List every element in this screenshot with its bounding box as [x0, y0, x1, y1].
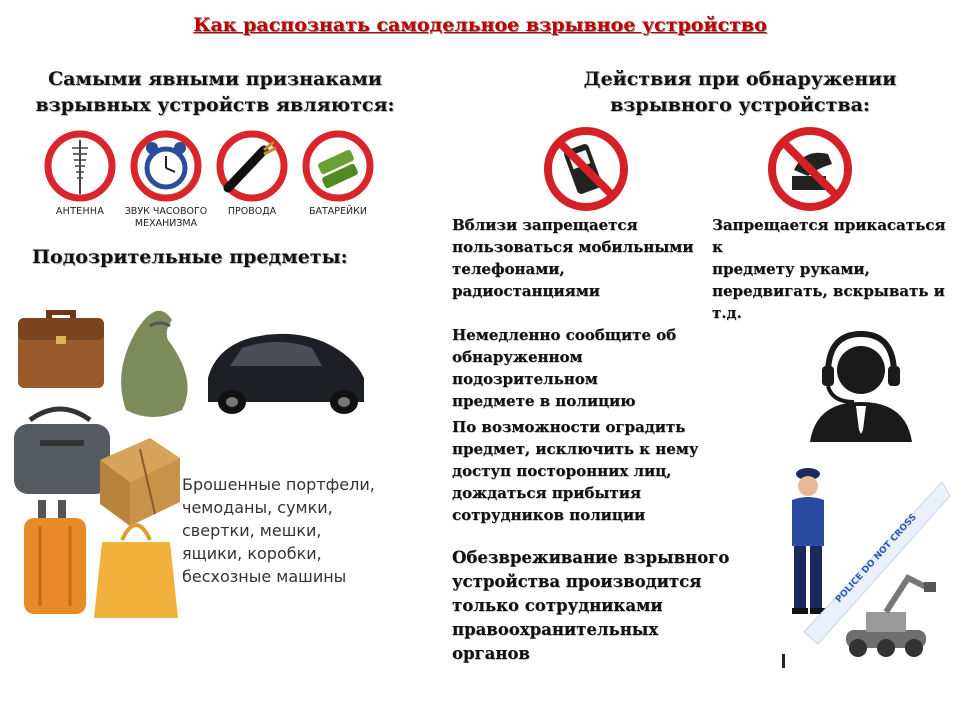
police-tape-text: POLICE DO NOT CROSS	[834, 512, 919, 605]
car-icon	[208, 334, 364, 414]
page-title: Как распознать самодельное взрывное устройство	[193, 14, 767, 36]
wires-icon	[220, 134, 284, 198]
sign-label-clock: ЗВУК ЧАСОВОГО	[124, 206, 208, 217]
sign-label-batteries: БАТАРЕЙКИ	[308, 206, 368, 217]
sign-label-wires: ПРОВОДА	[227, 206, 277, 217]
rule-phones	[452, 214, 702, 302]
travel-bag-icon	[14, 409, 110, 494]
rule-fence-line: предмет, исключить к нему	[452, 440, 699, 458]
batteries-icon	[306, 134, 370, 198]
rule-touch-line: т.д.	[712, 304, 742, 322]
no-phone-sign	[538, 124, 634, 214]
rule-phones-line: Вблизи запрещается	[452, 216, 638, 234]
actions-heading-line1: Действия при обнаружении	[583, 68, 897, 90]
parcel-box-icon	[100, 438, 180, 526]
signs-heading-line1: Самыми явными признаками	[48, 68, 382, 90]
shopping-bag-icon	[94, 525, 178, 618]
items-line-3: свертки, мешки,	[182, 521, 322, 540]
sack-icon	[121, 311, 187, 417]
sign-label-clock-2: МЕХАНИЗМА	[134, 218, 198, 229]
actions-heading-line2: взрывного устройства:	[610, 94, 870, 116]
rule-touch-line: передвигать, вскрывать и	[712, 282, 945, 300]
rule-defuse-line: Обезвреживание взрывного	[452, 548, 730, 567]
rule-defuse	[452, 546, 742, 666]
operator-headset-icon	[806, 330, 916, 442]
police-officer-icon	[792, 468, 826, 614]
rule-phones-line: радиостанциями	[452, 282, 600, 300]
rule-defuse-line: устройства производится	[452, 572, 702, 591]
no-touch-sign	[762, 124, 858, 214]
rule-fence-line: По возможности оградить	[452, 418, 686, 436]
rule-fence-line: дождаться прибытия	[452, 484, 641, 502]
items-line-4: ящики, коробки,	[182, 544, 322, 563]
suspicious-heading: Подозрительные предметы:	[32, 246, 348, 268]
items-line-5: бесхозные машины	[182, 567, 347, 586]
sign-label-antenna: АНТЕННА	[55, 206, 105, 217]
rule-phones-line: пользоваться мобильными	[452, 238, 694, 256]
rule-report-line: обнаруженном подозрительном	[452, 348, 598, 388]
briefcase-icon	[18, 310, 104, 388]
police-scene-image	[782, 462, 952, 672]
signs-heading-line2: взрывных устройств являются:	[35, 94, 395, 116]
signs-heading	[30, 66, 400, 118]
rule-report	[452, 324, 732, 412]
antenna-icon	[48, 134, 112, 198]
alarm-clock-icon	[134, 134, 198, 198]
rule-defuse-line: правоохранительных	[452, 620, 659, 639]
rule-touch-line: предмету руками,	[712, 260, 870, 278]
rule-touch	[712, 214, 957, 324]
rule-defuse-line: органов	[452, 644, 530, 663]
actions-heading	[555, 66, 925, 118]
items-line-2: чемоданы, сумки,	[182, 498, 333, 517]
rule-report-line: Немедленно сообщите об	[452, 326, 677, 344]
rule-fence-line: доступ посторонних лиц,	[452, 462, 672, 480]
rule-report-line: предмете в полицию	[452, 392, 636, 410]
suspicious-items-image	[10, 290, 390, 630]
rule-touch-line: Запрещается прикасаться к	[712, 216, 946, 256]
rule-phones-line: телефонами,	[452, 260, 565, 278]
items-line-1: Брошенные портфели,	[182, 475, 375, 494]
rule-fence	[452, 416, 742, 526]
rule-defuse-line: только сотрудниками	[452, 596, 663, 615]
suitcase-icon	[24, 500, 86, 614]
rule-fence-line: сотрудников полиции	[452, 506, 646, 524]
signs-panel	[38, 128, 378, 232]
